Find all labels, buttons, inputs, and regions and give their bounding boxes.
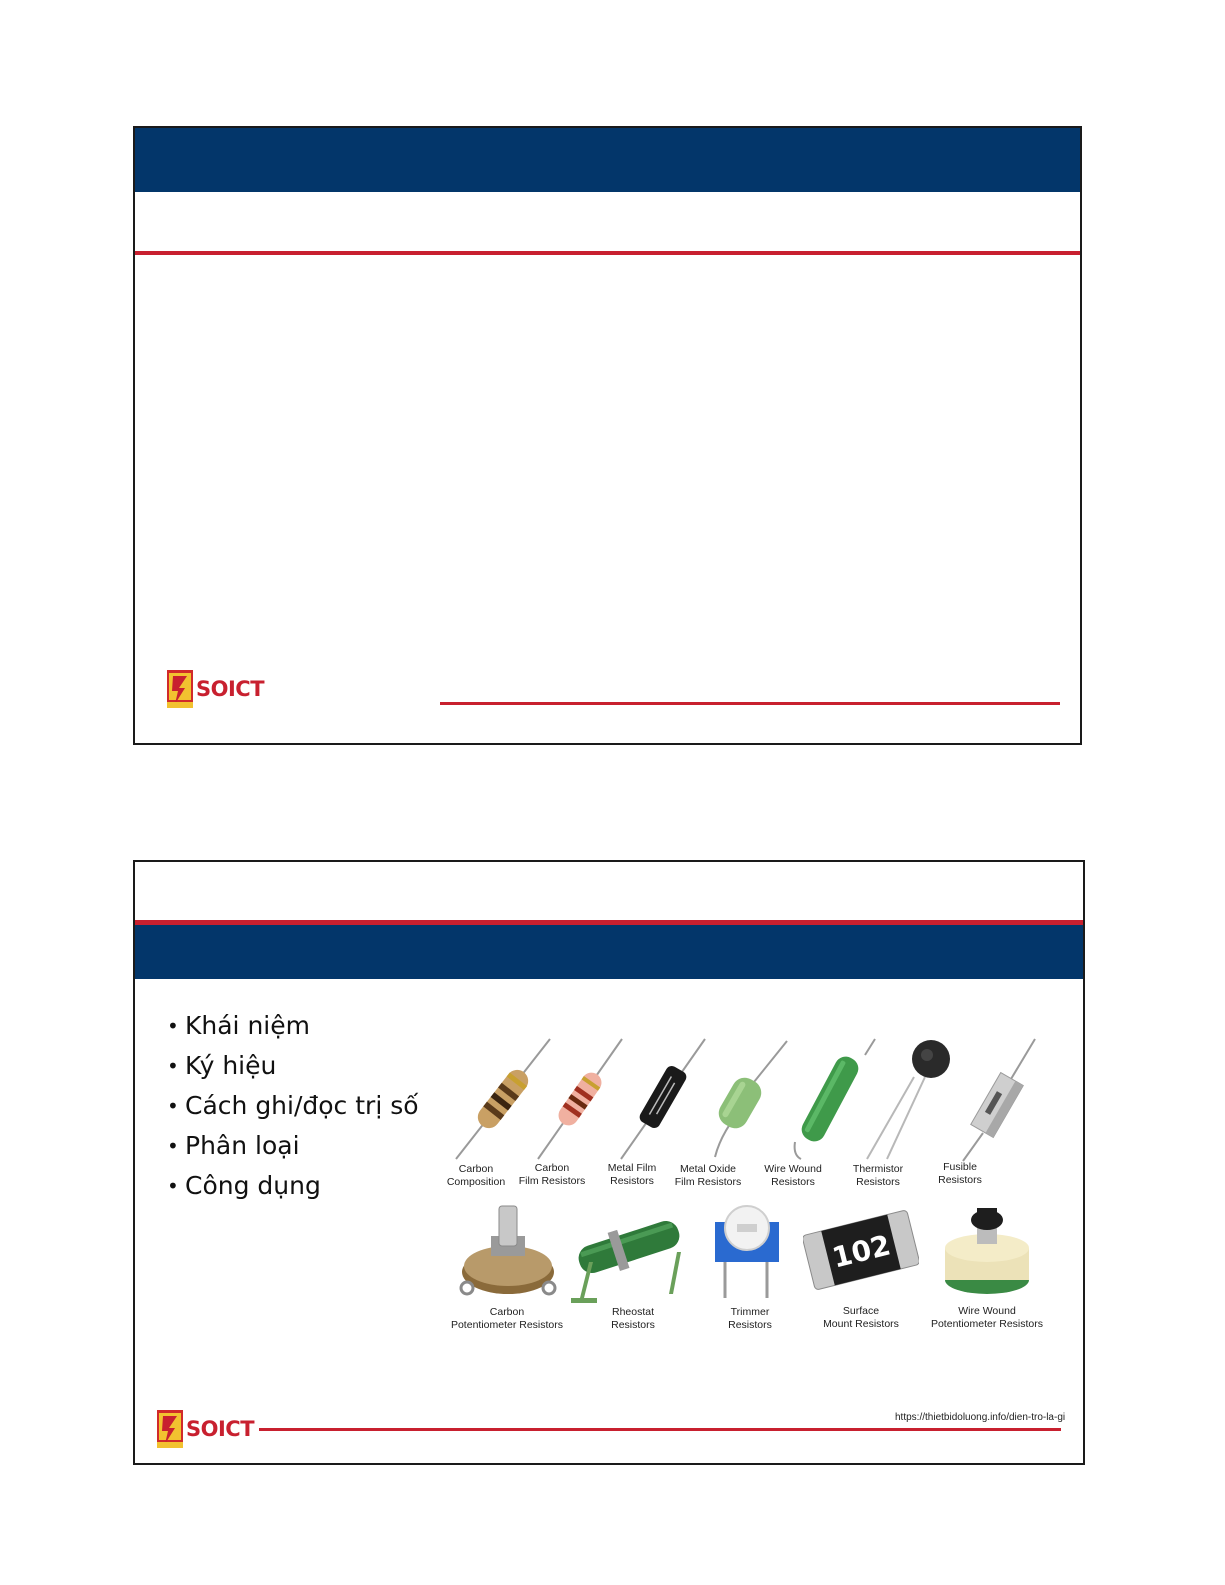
caption-wire-wound: Wire Wound Resistors	[764, 1163, 822, 1188]
title-band	[135, 128, 1080, 192]
caption-rheostat: Rheostat Resistors	[611, 1306, 655, 1331]
carbon-potentiometer-icon	[453, 1202, 563, 1302]
wire-wound-potentiometer-icon	[937, 1202, 1037, 1302]
caption-wire-wound-potentiometer: Wire Wound Potentiometer Resistors	[930, 1305, 1044, 1330]
caption-metal-film: Metal Film Resistors	[607, 1162, 657, 1187]
caption-carbon-film: Carbon Film Resistors	[518, 1162, 586, 1187]
soict-logo	[167, 670, 264, 708]
title-band	[135, 925, 1083, 979]
fusible-resistor-icon	[953, 1037, 1043, 1163]
source-link[interactable]: https://thietbidoluong.info/dien-tro-la-gi	[895, 1412, 1066, 1423]
rheostat-resistor-icon	[569, 1202, 689, 1307]
topic-item: • Khái niệm	[167, 1011, 310, 1040]
smd-marking: 102	[829, 1228, 894, 1275]
topic-item: • Công dụng	[167, 1171, 321, 1200]
logo-text: SOICT	[186, 1417, 255, 1441]
topic-item: • Cách ghi/đọc trị số	[167, 1091, 419, 1120]
soict-emblem-icon	[157, 1410, 183, 1448]
topic-item: • Ký hiệu	[167, 1051, 277, 1080]
header-divider	[135, 251, 1080, 255]
footer-divider	[259, 1428, 1061, 1431]
thermistor-resistor-icon	[859, 1037, 959, 1163]
caption-carbon-composition: Carbon Composition	[446, 1163, 506, 1188]
surface-mount-resistor-icon	[803, 1206, 919, 1296]
logo-text: SOICT	[196, 677, 265, 701]
topic-list	[167, 1006, 419, 1206]
topic-item: • Phân loại	[167, 1131, 300, 1160]
trimmer-resistor-icon	[709, 1202, 789, 1307]
soict-emblem-icon	[167, 670, 193, 708]
caption-fusible: Fusible Resistors	[938, 1161, 982, 1186]
slide-1	[133, 126, 1082, 745]
soict-logo	[157, 1410, 254, 1448]
caption-metal-oxide-film: Metal Oxide Film Resistors	[674, 1163, 742, 1188]
slide-2	[133, 860, 1085, 1465]
footer-divider	[440, 702, 1060, 705]
caption-surface-mount: Surface Mount Resistors	[823, 1305, 899, 1330]
caption-trimmer: Trimmer Resistors	[728, 1306, 772, 1331]
caption-thermistor: Thermistor Resistors	[852, 1163, 904, 1188]
caption-carbon-potentiometer: Carbon Potentiometer Resistors	[450, 1306, 564, 1331]
